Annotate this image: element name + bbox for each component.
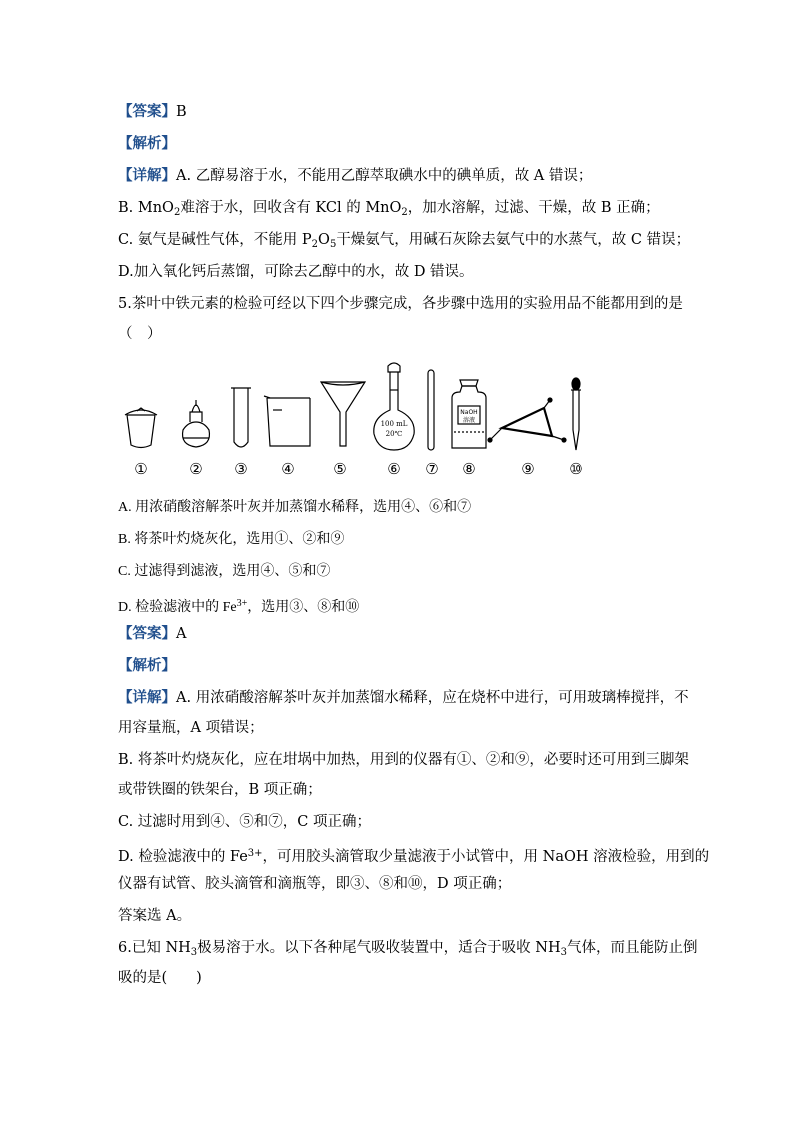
question-6-line-2: 吸的是( ) (118, 970, 202, 986)
clay-triangle-icon (488, 398, 566, 442)
label-8: ⑧ (462, 460, 476, 478)
label-3: ③ (234, 460, 248, 478)
analysis-heading-2: 【解析】 (118, 657, 176, 674)
question-5-stem: 5.茶叶中铁元素的检验可经以下四个步骤完成，各步骤中选用的实验用品不能都用到的是 (118, 296, 683, 312)
bottle-label-bottom: 溶液 (462, 417, 476, 424)
answer-line-1 (118, 102, 187, 122)
test-tube-icon (231, 388, 251, 447)
detail-line-a: 【详解】A. 乙醇易溶于水，不能用乙醇萃取碘水中的碘单质，故 A 错误； (118, 167, 593, 184)
question-5-paren: （ ） (118, 326, 162, 342)
analysis-heading-1: 【解析】 (118, 135, 176, 152)
detail2-line-a2: 用容量瓶，A 项错误； (118, 720, 264, 736)
apparatus-illustration (110, 360, 600, 480)
detail2-line-d1: D. 检验滤液中的 $Fe^{3+}$，可用胶头滴管取少量滤液于小试管中，用 NaOH 溶液检验，用到的 (118, 848, 710, 865)
detail2-line-d2: 仪器有试管、胶头滴管和滴瓶等，即③、⑧和⑩，D 项正确； (118, 876, 512, 892)
label-5: ⑤ (333, 460, 347, 478)
crucible-icon (125, 408, 157, 448)
alcohol-lamp-icon (183, 400, 210, 447)
beaker-icon (264, 396, 310, 446)
detail2-line-b1: B. 将茶叶灼烧灰化，应在坩埚中加热，用到的仪器有①、②和⑨，必要时还可用到三脚架 (118, 752, 689, 768)
detail-line-c: C. 氨气是碱性气体，不能用 $P_2O_5$干燥氨气，用碱石灰除去氨气中的水蒸气，故 C 错误； (118, 232, 691, 250)
flask-temperature-label: 20℃ (385, 430, 403, 438)
bottle-label-top: NaOH (460, 409, 478, 416)
dropper-icon (571, 378, 581, 450)
answer-line-2: 【答案】A (118, 625, 187, 642)
flask-volume-label: 100 mL (380, 420, 408, 428)
option-a: A. 用浓硝酸溶解茶叶灰并加蒸馏水稀释，选用④、⑥和⑦ (118, 500, 472, 515)
option-b: B. 将茶叶灼烧灰化，选用①、②和⑨ (118, 532, 345, 547)
label-9: ⑨ (521, 460, 535, 478)
label-4: ④ (281, 460, 295, 478)
label-1: ① (134, 460, 148, 478)
conclusion-line: 答案选 A。 (118, 908, 192, 924)
detail2-line-c: C. 过滤时用到④、⑤和⑦，C 项正确； (118, 814, 371, 830)
detail-line-d: D.加入氧化钙后蒸馏，可除去乙醇中的水，故 D 错误。 (118, 264, 474, 280)
label-6: ⑥ (387, 460, 401, 478)
detail2-line-b2: 或带铁圈的铁架台，B 项正确； (118, 782, 322, 798)
option-d: D. 检验滤液中的 $Fe^{3+}$，选用③、⑧和⑩ (118, 598, 360, 615)
glass-rod-icon (428, 370, 434, 450)
answer-value: B (176, 104, 187, 120)
answer-tag: 【答案】 (118, 103, 176, 120)
funnel-icon (321, 382, 365, 446)
label-2: ② (189, 460, 203, 478)
detail2-line-a1: 【详解】A. 用浓硝酸溶解茶叶灰并加蒸馏水稀释，应在烧杯中进行，可用玻璃棒搅拌，不 (118, 689, 689, 706)
detail-line-b: B. MnO$_2$难溶于水，回收含有 KCl 的 MnO$_2$，加水溶解，过滤、干燥，故 B 正确； (118, 200, 660, 218)
label-10: ⑩ (569, 460, 583, 478)
option-c: C. 过滤得到滤液，选用④、⑤和⑦ (118, 564, 331, 579)
label-7: ⑦ (425, 460, 439, 478)
question-6-line-1: 6.已知 $NH_3$极易溶于水。以下各种尾气吸收装置中，适合于吸收 $NH_3$气体，而且能防止倒 (118, 940, 698, 958)
